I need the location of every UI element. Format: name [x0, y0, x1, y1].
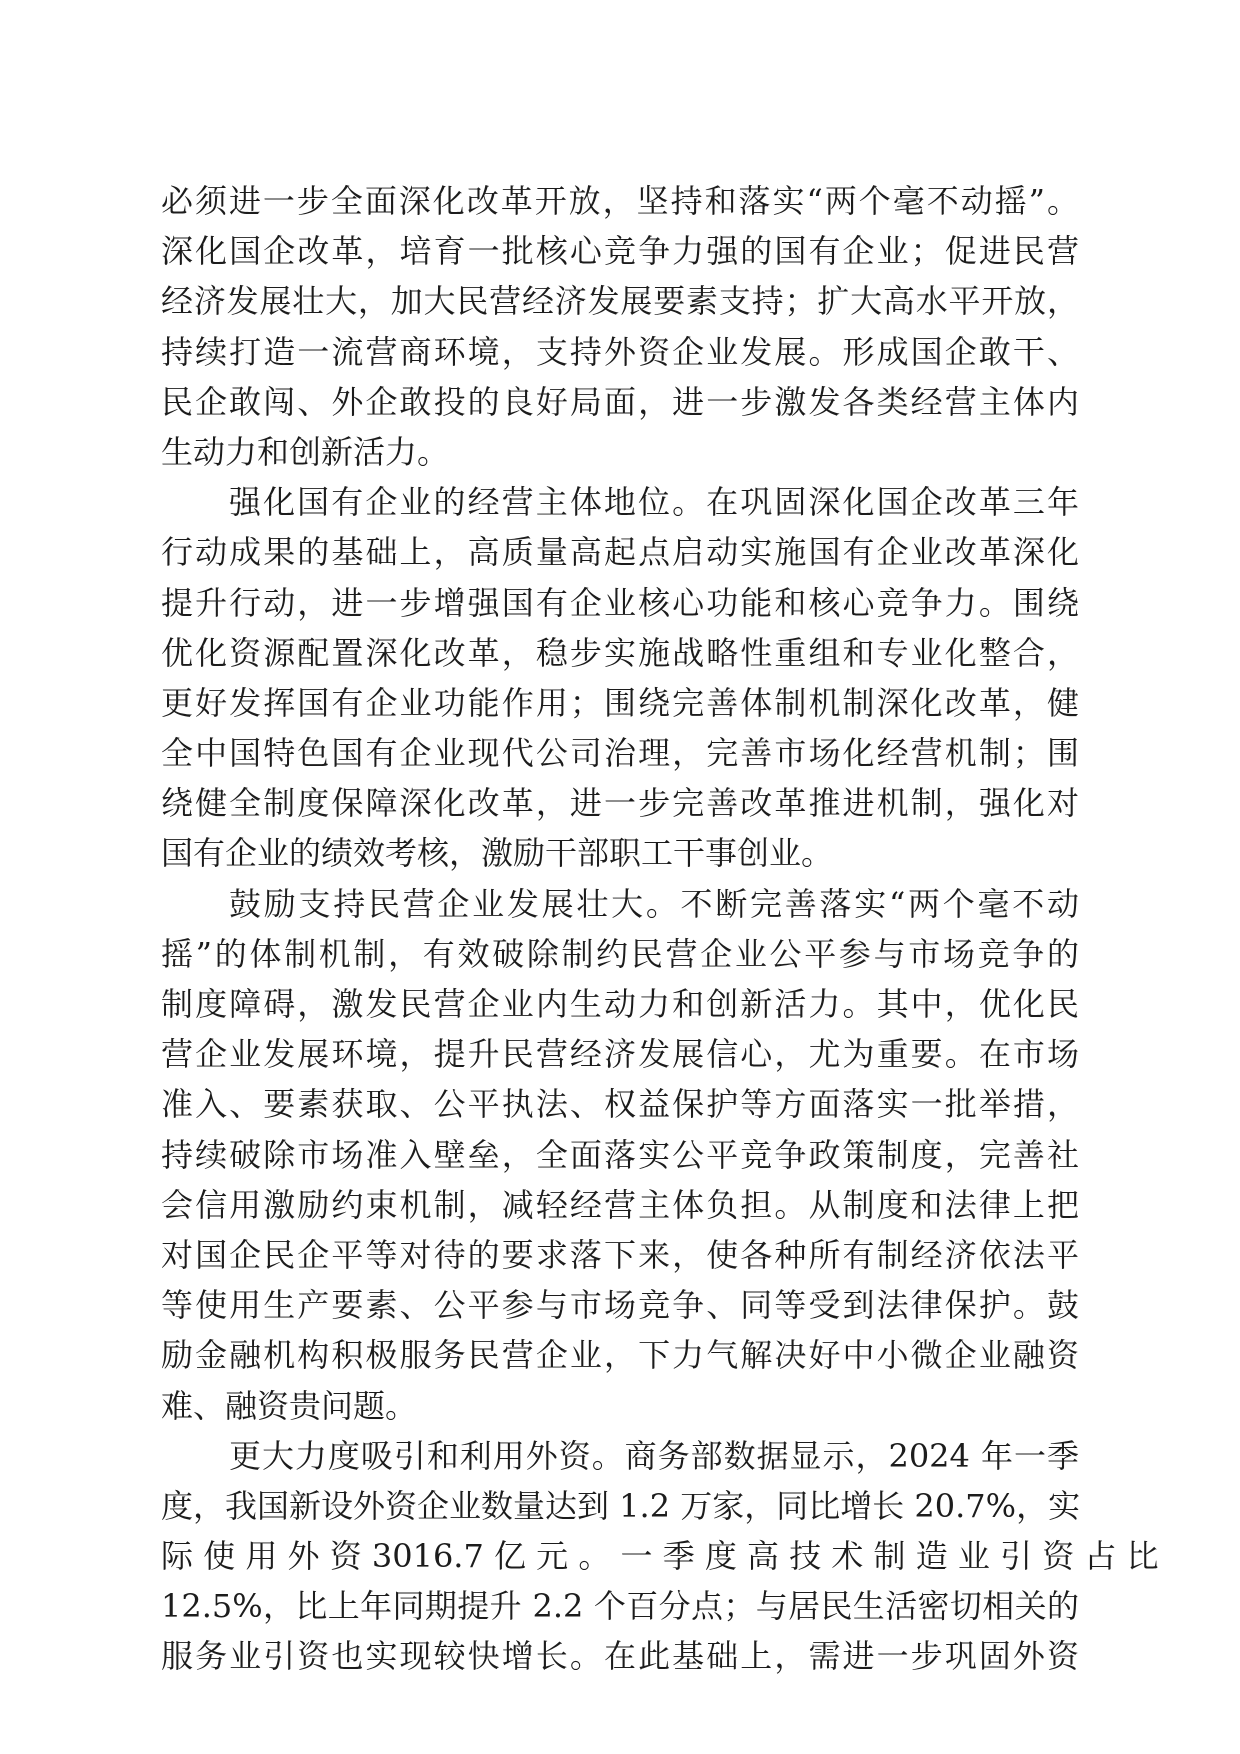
text-line: 持续打造一流营商环境，支持外资企业发展。形成国企敢干、 [161, 332, 1079, 371]
document-page [161, 176, 1159, 1682]
text-line: 营企业发展环境，提升民营经济发展信心，尤为重要。在市场 [161, 1035, 1079, 1074]
text-line: 会信用激励约束机制，减轻经营主体负担。从制度和法律上把 [161, 1185, 1079, 1224]
text-line: 强化国有企业的经营主体地位。在巩固深化国企改革三年 [229, 483, 1079, 522]
text-line: 更好发挥国有企业功能作用；围绕完善体制机制深化改革，健 [161, 683, 1079, 722]
text-line: 更大力度吸引和利用外资。商务部数据显示，2024 年一季 [229, 1436, 1079, 1475]
text-line: 鼓励支持民营企业发展壮大。不断完善落实“两个毫不动 [229, 884, 1079, 923]
text-line: 生动力和创新活力。 [161, 432, 450, 471]
paragraph [161, 176, 1079, 477]
text-line: 民企敢闯、外企敢投的良好局面，进一步激发各类经营主体内 [161, 382, 1079, 421]
text-line: 制度障碍，激发民营企业内生动力和创新活力。其中，优化民 [161, 985, 1079, 1023]
text-line: 励金融机构积极服务民营企业，下力气解决好中小微企业融资 [161, 1336, 1079, 1375]
text-line: 提升行动，进一步增强国有企业核心功能和核心竞争力。围绕 [161, 583, 1079, 622]
text-line: 必须进一步全面深化改革开放，坚持和落实“两个毫不动摇”。 [161, 182, 1079, 220]
text-line: 等使用生产要素、公平参与市场竞争、同等受到法律保护。鼓 [161, 1286, 1079, 1325]
text-line: 对国企民企平等对待的要求落下来，使各种所有制经济依法平 [161, 1235, 1079, 1274]
text-line: 优化资源配置深化改革，稳步实施战略性重组和专业化整合， [161, 633, 1079, 672]
text-line: 摇”的体制机制，有效破除制约民营企业公平参与市场竞争的 [161, 934, 1079, 973]
text-line: 度，我国新设外资企业数量达到 1.2 万家，同比增长 20.7%，实 [161, 1486, 1081, 1525]
text-line: 绕健全制度保障深化改革，进一步完善改革推进机制，强化对 [161, 784, 1079, 823]
paragraph [161, 1431, 1159, 1682]
text-line: 经济发展壮大，加大民营经济发展要素支持；扩大高水平开放， [161, 282, 1079, 321]
paragraph [161, 477, 1079, 879]
text-line: 国有企业的绩效考核，激励干部职工干事创业。 [161, 834, 834, 873]
text-line: 际 使 用 外 资 3016.7 亿 元 。 一 季 度 高 技 术 制 造 业 引 资 占 比 [161, 1537, 1159, 1576]
text-line: 准入、要素获取、公平执法、权益保护等方面落实一批举措， [161, 1085, 1079, 1124]
text-line: 深化国企改革，培育一批核心竞争力强的国有企业；促进民营 [161, 232, 1079, 271]
text-line: 行动成果的基础上，高质量高起点启动实施国有企业改革深化 [161, 533, 1079, 572]
paragraph [161, 879, 1079, 1431]
text-line: 全中国特色国有企业现代公司治理，完善市场化经营机制；围 [161, 734, 1079, 773]
text-line: 服务业引资也实现较快增长。在此基础上，需进一步巩固外资 [161, 1637, 1079, 1676]
text-line: 难、融资贵问题。 [161, 1386, 418, 1425]
text-line: 持续破除市场准入壁垒，全面落实公平竞争政策制度，完善社 [161, 1135, 1079, 1174]
text-line: 12.5%，比上年同期提升 2.2 个百分点；与居民生活密切相关的 [161, 1587, 1079, 1626]
